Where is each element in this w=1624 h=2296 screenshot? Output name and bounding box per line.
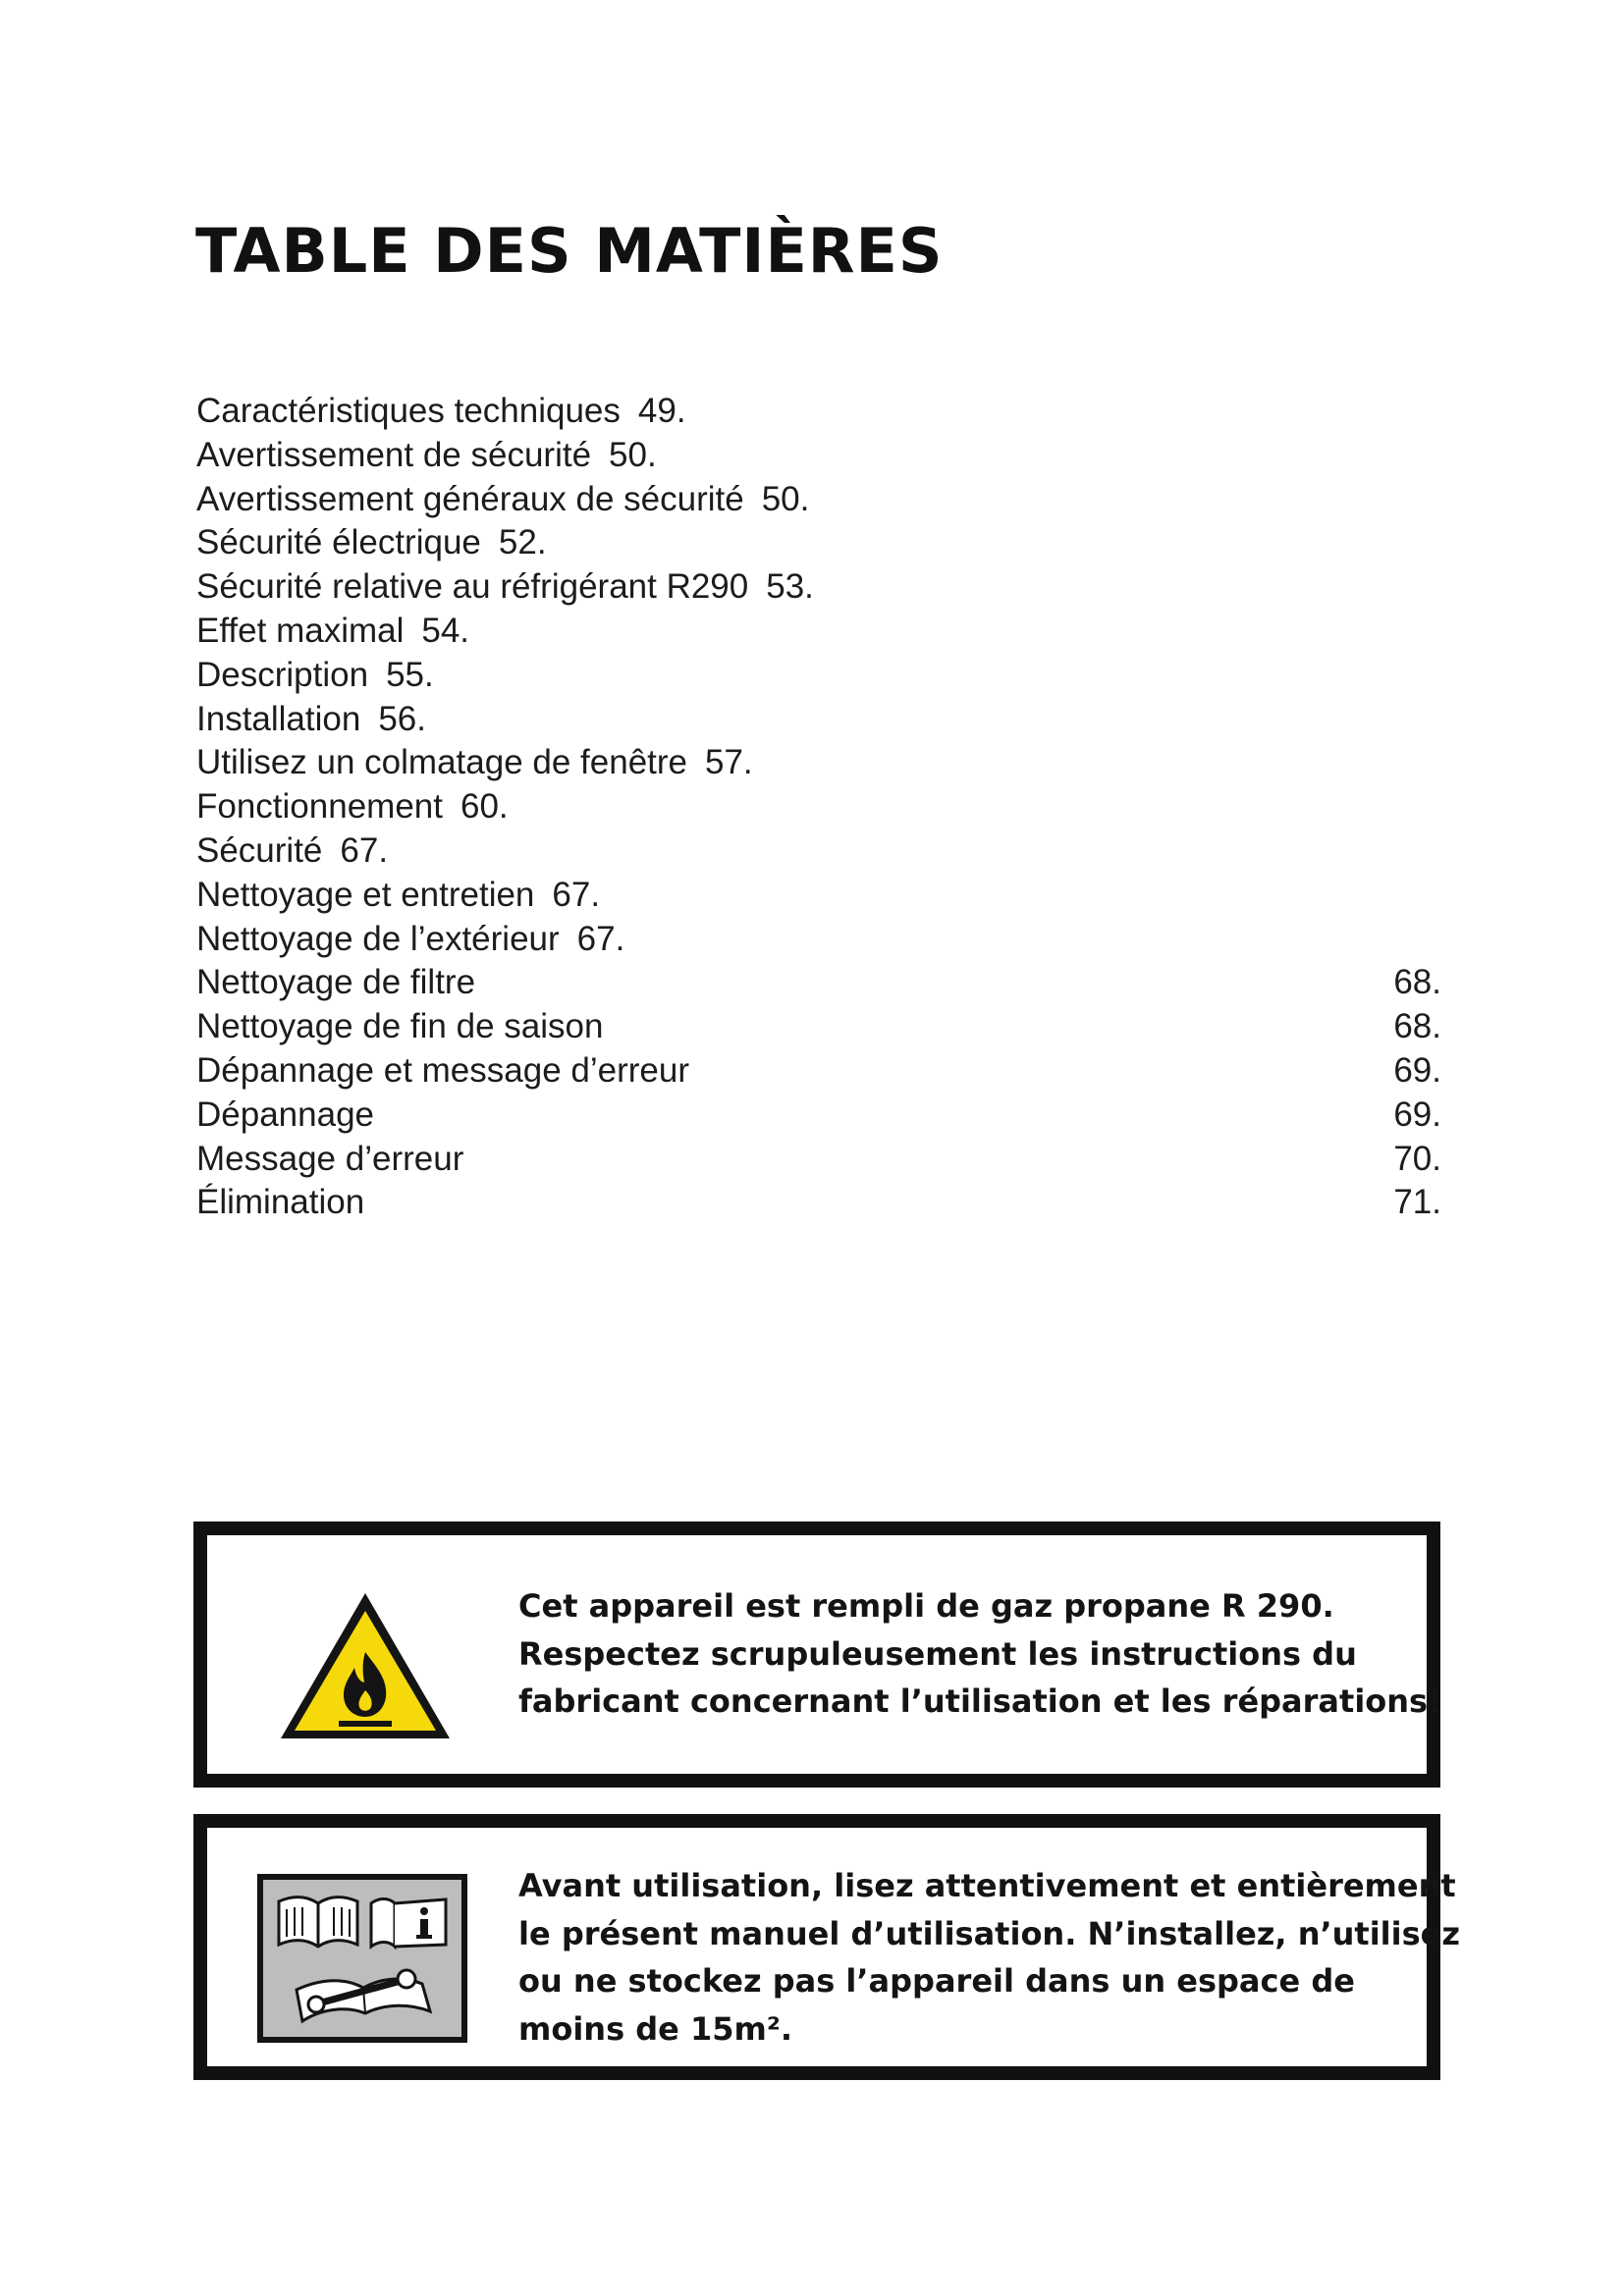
toc-entry [196,434,1441,478]
toc-entry [196,829,1441,874]
toc-entry-page: 55. [386,655,434,694]
toc-entry [196,521,1441,565]
toc-entry-label: Sécurité relative au réfrigérant R290 [196,567,749,607]
toc-entry [196,918,1441,962]
notice-line: moins de 15m². [518,2009,793,2048]
toc-entry [196,478,1441,522]
toc-entry [196,654,1441,698]
toc-entry-page: 67. [340,830,389,870]
toc-entry-label: Utilisez un colmatage de fenêtre [196,743,687,782]
table-of-contents [196,390,1441,1225]
toc-entry-label: Effet maximal [196,611,405,650]
toc-entry-label: Caractéristiques techniques [196,392,621,430]
toc-entry-page: 69. [1393,1095,1441,1134]
toc-entry-page: 67. [576,919,625,958]
toc-entry-page: 71. [1393,1183,1441,1222]
toc-entry-label: Élimination [196,1183,365,1222]
toc-entry [196,1005,1441,1049]
toc-entry-page: 54. [421,611,470,650]
toc-entry [196,961,1441,1005]
toc-entry [196,1049,1441,1094]
notice-line: ou ne stockez pas l’appareil dans un espace de [518,1962,1355,2000]
toc-entry [196,390,1441,434]
notice-line: fabricant concernant l’utilisation et les réparations! [518,1682,1442,1720]
toc-entry-page: 69. [1393,1050,1441,1090]
notice-line: Cet appareil est rempli de gaz propane R 290. [518,1587,1334,1625]
toc-entry-page: 60. [460,787,509,827]
toc-entry-page: 67. [552,875,601,914]
notice-line: le présent manuel d’utilisation. N’installez, n’utilisez [518,1914,1460,1952]
toc-entry-page: 50. [761,479,810,518]
toc-entry-label: Message d’erreur [196,1139,464,1178]
toc-entry-label: Nettoyage de fin de saison [196,1007,604,1046]
toc-entry [196,698,1441,742]
toc-entry [196,1181,1441,1225]
toc-entry-label: Avertissement généraux de sécurité [196,479,744,518]
read-manual-icon [257,1874,467,2043]
read-manual-notice [193,1814,1460,2080]
flammable-warning-icon [278,1589,453,1742]
toc-entry-page: 56. [378,699,426,738]
flammable-gas-notice [193,1522,1440,1788]
toc-entry-label: Nettoyage et entretien [196,875,535,914]
manual-notice-text [518,1862,1460,2053]
toc-entry-label: Nettoyage de filtre [196,963,476,1002]
toc-entry-label: Description [196,655,369,694]
toc-entry-page: 52. [498,523,547,562]
toc-entry-page: 68. [1393,1007,1441,1046]
toc-entry [196,874,1441,918]
toc-entry [196,1138,1441,1182]
toc-entry [196,741,1441,785]
toc-entry-label: Nettoyage de l’extérieur [196,919,560,958]
toc-entry-label: Sécurité [196,830,323,870]
notice-line: Avant utilisation, lisez attentivement et entièrement [518,1867,1456,1904]
page-title: TABLE DES MATIÈRES [195,215,944,287]
notice-line: Respectez scrupuleusement les instructions du [518,1634,1357,1673]
toc-entry-label: Fonctionnement [196,787,443,827]
toc-entry [196,785,1441,829]
toc-entry-page: 57. [705,743,753,782]
toc-entry-page: 53. [766,567,814,607]
toc-entry-page: 50. [609,435,657,474]
toc-entry-label: Installation [196,699,361,738]
flammable-notice-text [518,1582,1442,1726]
toc-entry-label: Avertissement de sécurité [196,435,592,474]
toc-entry [196,610,1441,654]
toc-entry-page: 68. [1393,963,1441,1002]
toc-entry-page: 49. [637,392,686,430]
toc-entry-label: Dépannage [196,1095,374,1134]
toc-entry-label: Sécurité électrique [196,523,481,562]
toc-entry [196,1094,1441,1138]
toc-entry-page: 70. [1393,1139,1441,1178]
toc-entry-label: Dépannage et message d’erreur [196,1050,689,1090]
toc-entry [196,565,1441,610]
